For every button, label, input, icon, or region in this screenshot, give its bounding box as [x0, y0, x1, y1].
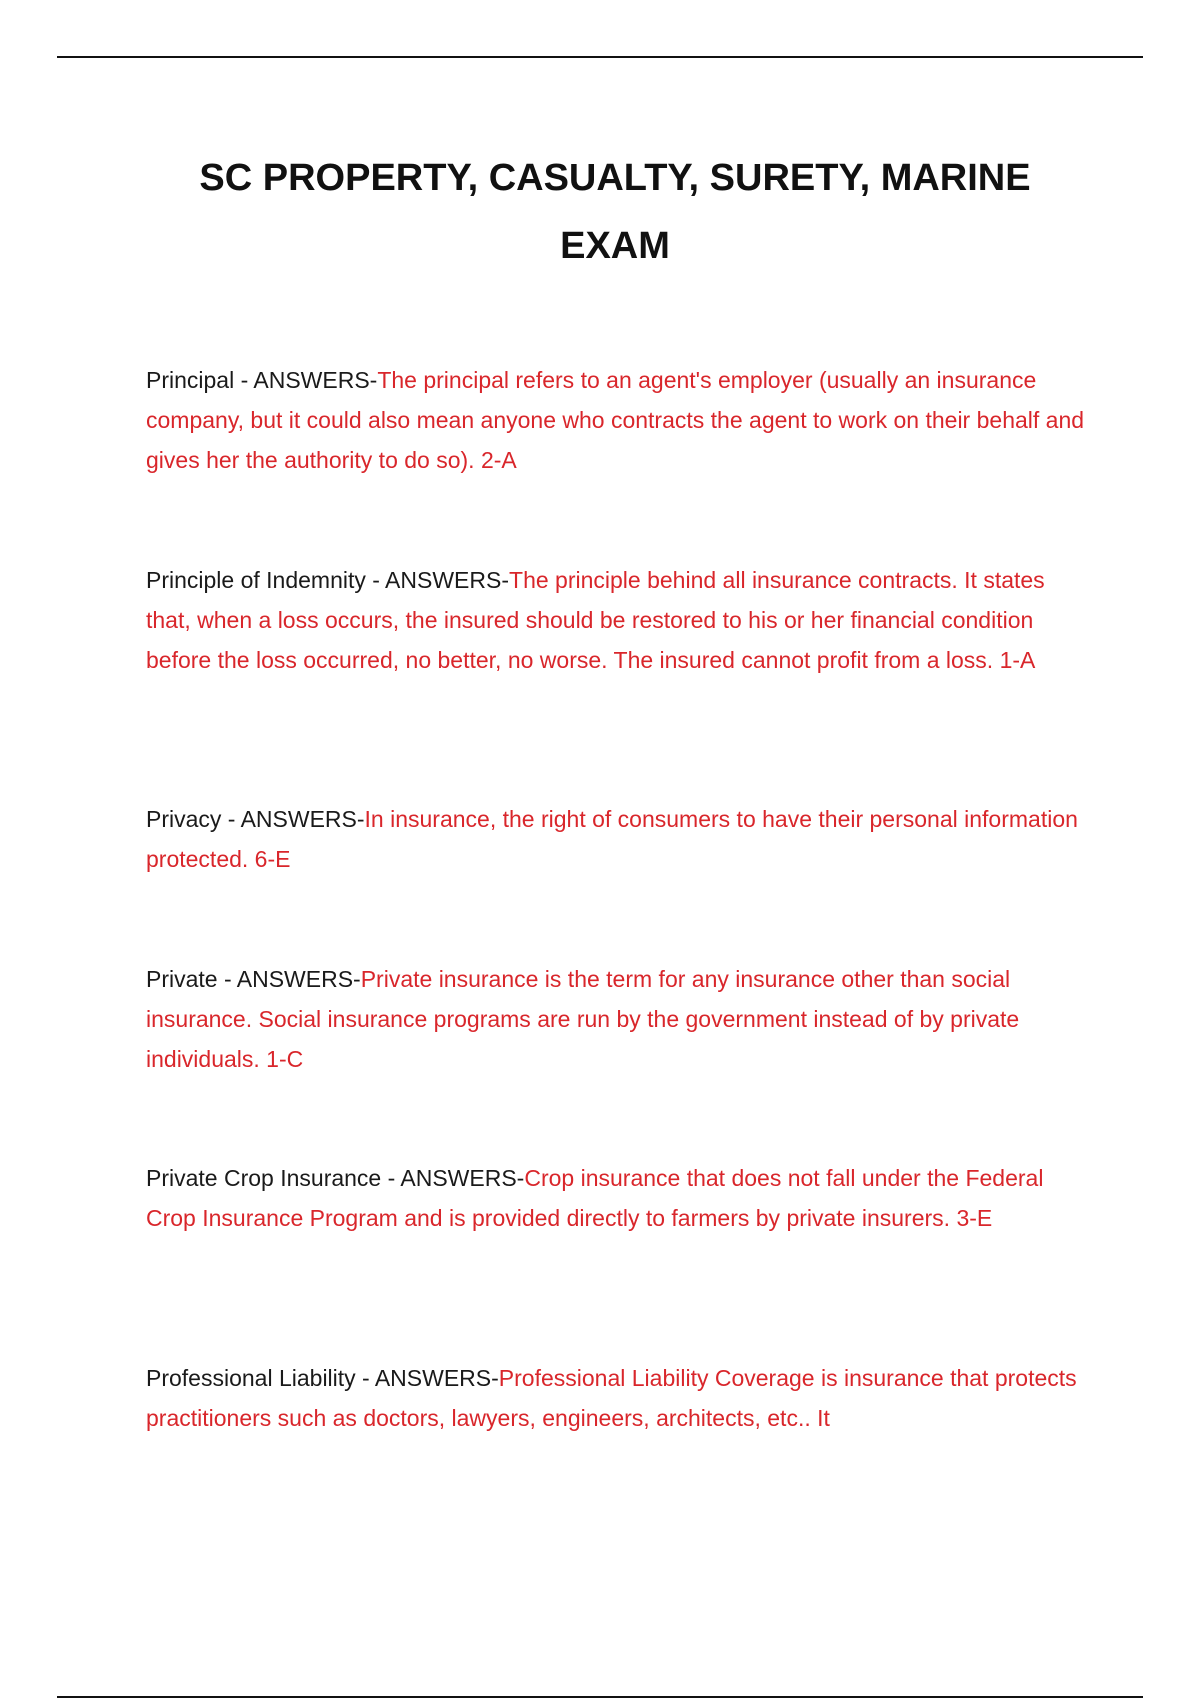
entry-term: Private - ANSWERS- [146, 966, 361, 992]
entry-answer: The principle behind all insurance contracts. It states that, when a loss occurs, the insured should be restored to his or her financial condition before the loss occurred, no better, no worse. The insured cannot profit from a loss. 1-A [146, 567, 1045, 673]
entry-term: Private Crop Insurance - ANSWERS- [146, 1165, 525, 1191]
entry-term: Principle of Indemnity - ANSWERS- [146, 567, 510, 593]
entry-term: Principal - ANSWERS- [146, 367, 378, 393]
entry-private-crop-insurance [146, 1158, 1086, 1238]
header-rule [57, 56, 1143, 58]
entry-privacy [146, 799, 1086, 879]
entry-principal [146, 360, 1086, 480]
entry-answer: The principal refers to an agent's employer (usually an insurance company, but it could also mean anyone who contracts the agent to work on their behalf and gives her the authority to do so). 2-A [146, 367, 1085, 473]
entry-term: Privacy - ANSWERS- [146, 806, 365, 832]
document-title: SC PROPERTY, CASUALTY, SURETY, MARINE EXAM [199, 157, 1031, 267]
entry-answer: Professional Liability Coverage is insurance that protects practitioners such as doctors, lawyers, engineers, architects, etc.. It [146, 1365, 1077, 1431]
entry-professional-liability [146, 1358, 1086, 1438]
entry-private [146, 959, 1086, 1079]
entry-answer: In insurance, the right of consumers to have their personal information protected. 6-E [146, 806, 1078, 872]
entry-term: Professional Liability - ANSWERS- [146, 1365, 499, 1391]
entry-answer: Private insurance is the term for any insurance other than social insurance. Social insurance programs are run by the government instead of by private individuals. 1-C [146, 966, 1020, 1072]
entry-principle-of-indemnity [146, 560, 1086, 680]
footer-rule [57, 1696, 1143, 1698]
entry-answer: Crop insurance that does not fall under the Federal Crop Insurance Program and is provided directly to farmers by private insurers. 3-E [146, 1165, 1044, 1231]
